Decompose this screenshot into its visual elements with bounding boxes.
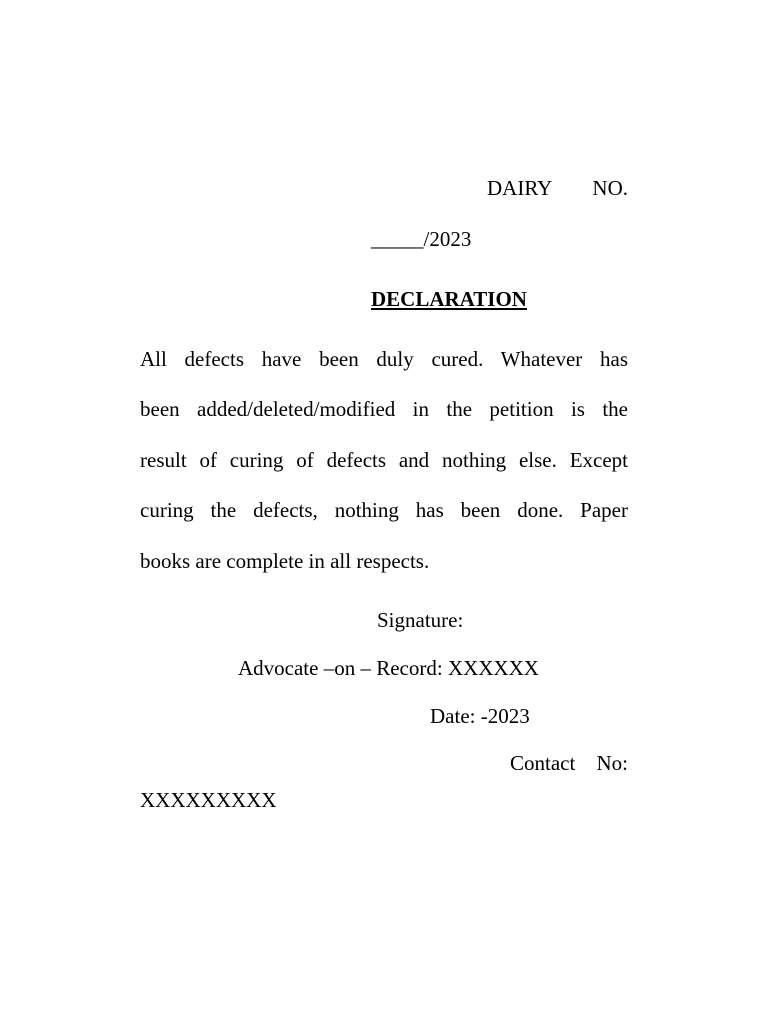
contact-number: XXXXXXXXX xyxy=(140,788,277,812)
body-line-5: books are complete in all respects. xyxy=(140,549,430,573)
body-line-4: curing the defects, nothing has been done. Paper xyxy=(140,498,628,522)
contact-label xyxy=(510,751,628,775)
signature-label: Signature: xyxy=(377,608,464,632)
body-line-3: result of curing of defects and nothing else. Except xyxy=(140,448,628,472)
body-line-1: All defects have been duly cured. Whatever has xyxy=(140,347,628,371)
date-line: Date: -2023 xyxy=(430,704,530,728)
contact-word: Contact xyxy=(510,751,576,775)
declaration-title: DECLARATION xyxy=(371,287,527,311)
dairy-number-label xyxy=(487,176,628,200)
no-word: NO. xyxy=(592,176,628,200)
contact-no-word: No: xyxy=(596,751,628,775)
advocate-on-record: Advocate –on – Record: XXXXXX xyxy=(238,656,539,680)
dairy-number-year: _____/2023 xyxy=(371,227,472,251)
body-line-2: been added/deleted/modified in the petition is the xyxy=(140,397,628,421)
dairy-word: DAIRY xyxy=(487,176,553,200)
